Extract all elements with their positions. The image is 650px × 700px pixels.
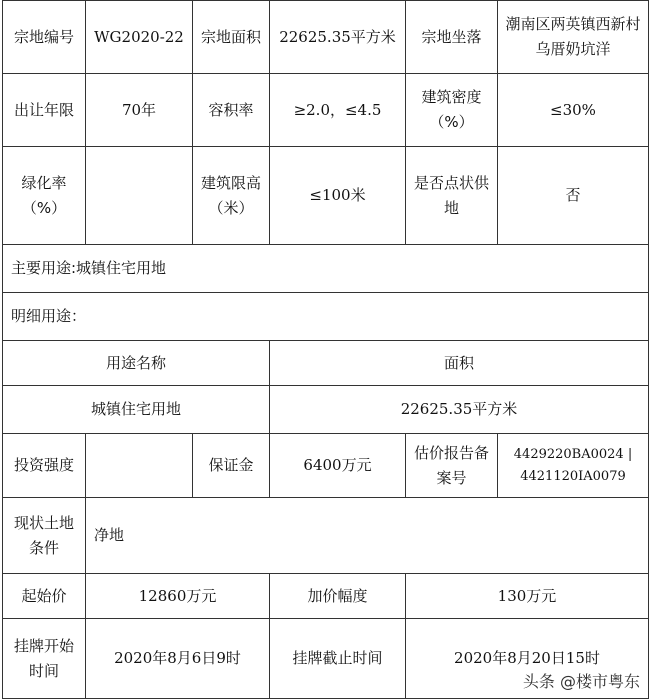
start-price-value: 12860万元 — [86, 574, 270, 619]
listing-start-value: 2020年8月6日9时 — [86, 619, 270, 699]
area-label: 宗地面积 — [193, 1, 270, 74]
report-value: 4429220BA0024 | 4421120IA0079 — [498, 434, 649, 498]
invest-label: 投资强度 — [3, 434, 86, 498]
main-use: 主要用途:城镇住宅用地 — [3, 245, 649, 293]
report-label: 估价报告备案号 — [406, 434, 498, 498]
spot-supply-label: 是否点状供地 — [406, 147, 498, 245]
height-value: ≤100米 — [270, 147, 406, 245]
watermark-text: 头条 @楼市粤东 — [522, 672, 640, 691]
start-price-label: 起始价 — [3, 574, 86, 619]
height-label: 建筑限高（米） — [193, 147, 270, 245]
far-value: ≥2.0，≤4.5 — [270, 74, 406, 147]
term-value: 70年 — [86, 74, 193, 147]
deposit-value: 6400万元 — [270, 434, 406, 498]
invest-value — [86, 434, 193, 498]
watermark — [523, 669, 640, 692]
use-area: 22625.35平方米 — [270, 386, 649, 434]
increment-label: 加价幅度 — [270, 574, 406, 619]
condition-label: 现状土地条件 — [3, 498, 86, 574]
parcel-no-label: 宗地编号 — [3, 1, 86, 74]
increment-value: 130万元 — [406, 574, 649, 619]
far-label: 容积率 — [193, 74, 270, 147]
condition-value: 净地 — [86, 498, 649, 574]
use-name-header: 用途名称 — [3, 341, 270, 386]
listing-end-value: 2020年8月20日15时 — [406, 619, 649, 699]
green-value — [86, 147, 193, 245]
detail-use: 明细用途： — [3, 293, 649, 341]
parcel-no: WG2020-22 — [86, 1, 193, 74]
green-label: 绿化率（%） — [3, 147, 86, 245]
location-value: 潮南区两英镇西新村乌厝奶坑洋 — [498, 1, 649, 74]
deposit-label: 保证金 — [193, 434, 270, 498]
location-label: 宗地坐落 — [406, 1, 498, 74]
land-parcel-table — [2, 0, 649, 699]
use-name: 城镇住宅用地 — [3, 386, 270, 434]
listing-start-label: 挂牌开始时间 — [3, 619, 86, 699]
use-area-header: 面积 — [270, 341, 649, 386]
density-label: 建筑密度（%） — [406, 74, 498, 147]
density-value: ≤30% — [498, 74, 649, 147]
term-label: 出让年限 — [3, 74, 86, 147]
spot-supply-value: 否 — [498, 147, 649, 245]
listing-end-label: 挂牌截止时间 — [270, 619, 406, 699]
area-value: 22625.35平方米 — [270, 1, 406, 74]
